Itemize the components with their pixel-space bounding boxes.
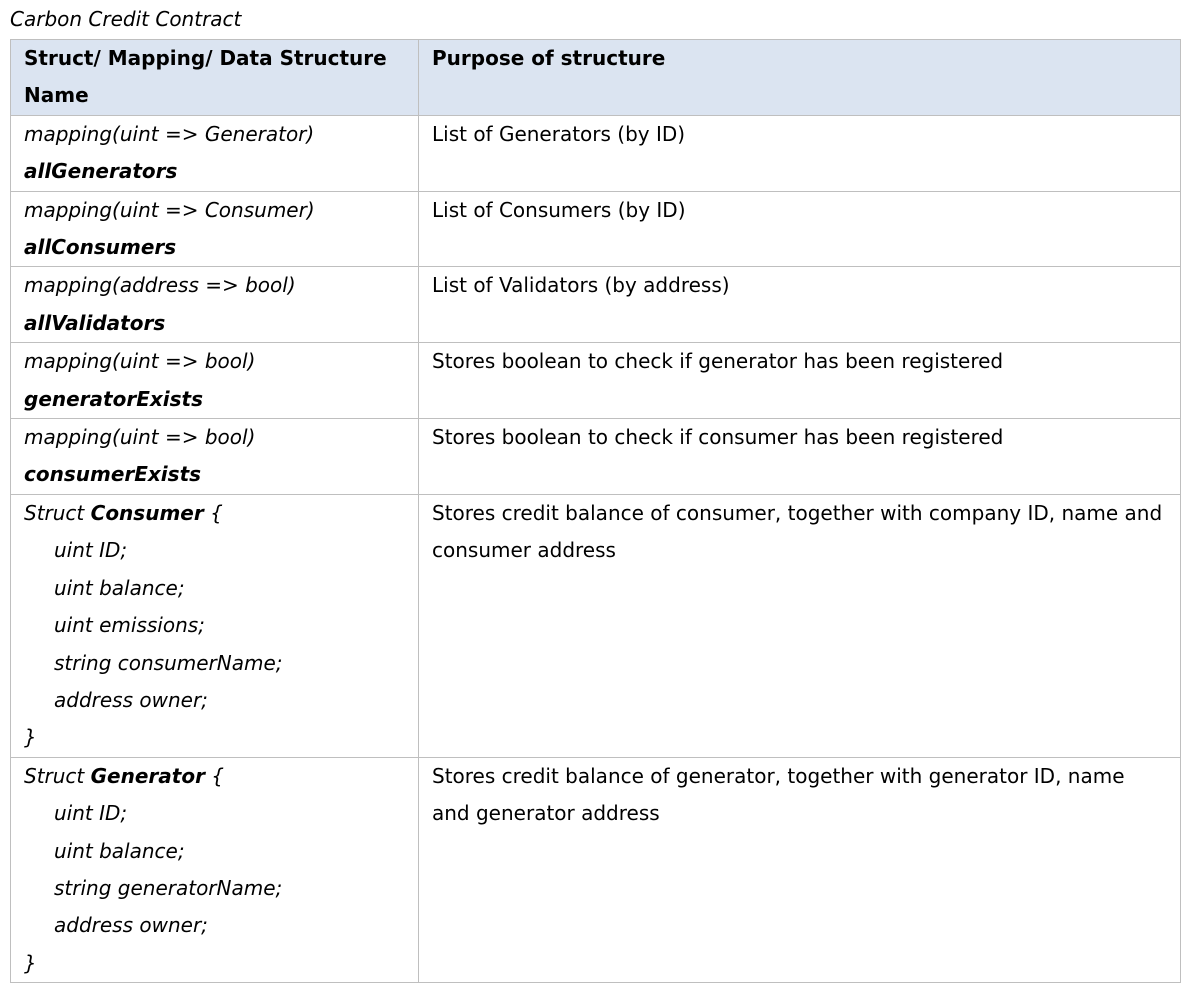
structure-cell <box>11 343 419 419</box>
purpose-cell: Stores credit balance of generator, together with generator ID, name and generator address <box>419 757 1181 982</box>
header-purpose: Purpose of structure <box>419 40 1181 116</box>
table-header-row <box>11 40 1181 116</box>
struct-close-brace: } <box>24 725 37 750</box>
struct-field: address owner; <box>54 687 208 712</box>
struct-field: uint balance; <box>54 575 185 600</box>
struct-field: string consumerName; <box>54 650 283 675</box>
structures-table <box>10 39 1181 983</box>
struct-field: address owner; <box>54 913 208 938</box>
table-row <box>11 267 1181 343</box>
struct-open-brace: { <box>204 763 225 788</box>
purpose-cell: List of Generators (by ID) <box>419 115 1181 191</box>
struct-header <box>24 758 405 795</box>
struct-open-brace: { <box>203 500 223 525</box>
purpose-cell: List of Validators (by address) <box>419 267 1181 343</box>
mapping-type: mapping(uint => bool) <box>24 349 256 374</box>
table-row <box>11 494 1181 757</box>
table-row <box>11 115 1181 191</box>
struct-keyword: Struct <box>24 500 91 525</box>
structure-cell <box>11 419 419 495</box>
purpose-cell: Stores boolean to check if consumer has been registered <box>419 419 1181 495</box>
purpose-cell: List of Consumers (by ID) <box>419 191 1181 267</box>
structure-name: generatorExists <box>24 386 203 411</box>
structure-name: allValidators <box>24 310 166 335</box>
struct-field: uint emissions; <box>54 613 205 638</box>
struct-header <box>24 495 405 532</box>
struct-keyword: Struct <box>24 763 91 788</box>
header-structure-name: Struct/ Mapping/ Data Structure Name <box>11 40 419 116</box>
table-row <box>11 419 1181 495</box>
mapping-type: mapping(uint => Generator) <box>24 121 315 146</box>
structure-name: allConsumers <box>24 235 177 260</box>
struct-cell <box>11 494 419 757</box>
struct-close-brace: } <box>24 950 37 975</box>
mapping-type: mapping(uint => Consumer) <box>24 197 315 222</box>
struct-name: Consumer <box>90 500 204 525</box>
structure-cell <box>11 267 419 343</box>
structure-cell <box>11 115 419 191</box>
struct-field: string generatorName; <box>54 875 283 900</box>
structure-name: consumerExists <box>24 462 202 487</box>
mapping-type: mapping(uint => bool) <box>24 425 256 450</box>
table-row <box>11 343 1181 419</box>
struct-name: Generator <box>90 763 205 788</box>
struct-field: uint ID; <box>54 538 128 563</box>
structure-name: allGenerators <box>24 159 178 184</box>
structure-cell <box>11 191 419 267</box>
struct-field: uint ID; <box>54 801 128 826</box>
purpose-cell: Stores boolean to check if generator has been registered <box>419 343 1181 419</box>
purpose-cell: Stores credit balance of consumer, together with company ID, name and consumer address <box>419 494 1181 757</box>
table-caption: Carbon Credit Contract <box>10 7 242 31</box>
table-row <box>11 757 1181 982</box>
table-row <box>11 191 1181 267</box>
struct-field: uint balance; <box>54 838 185 863</box>
struct-cell <box>11 757 419 982</box>
mapping-type: mapping(address => bool) <box>24 273 296 298</box>
